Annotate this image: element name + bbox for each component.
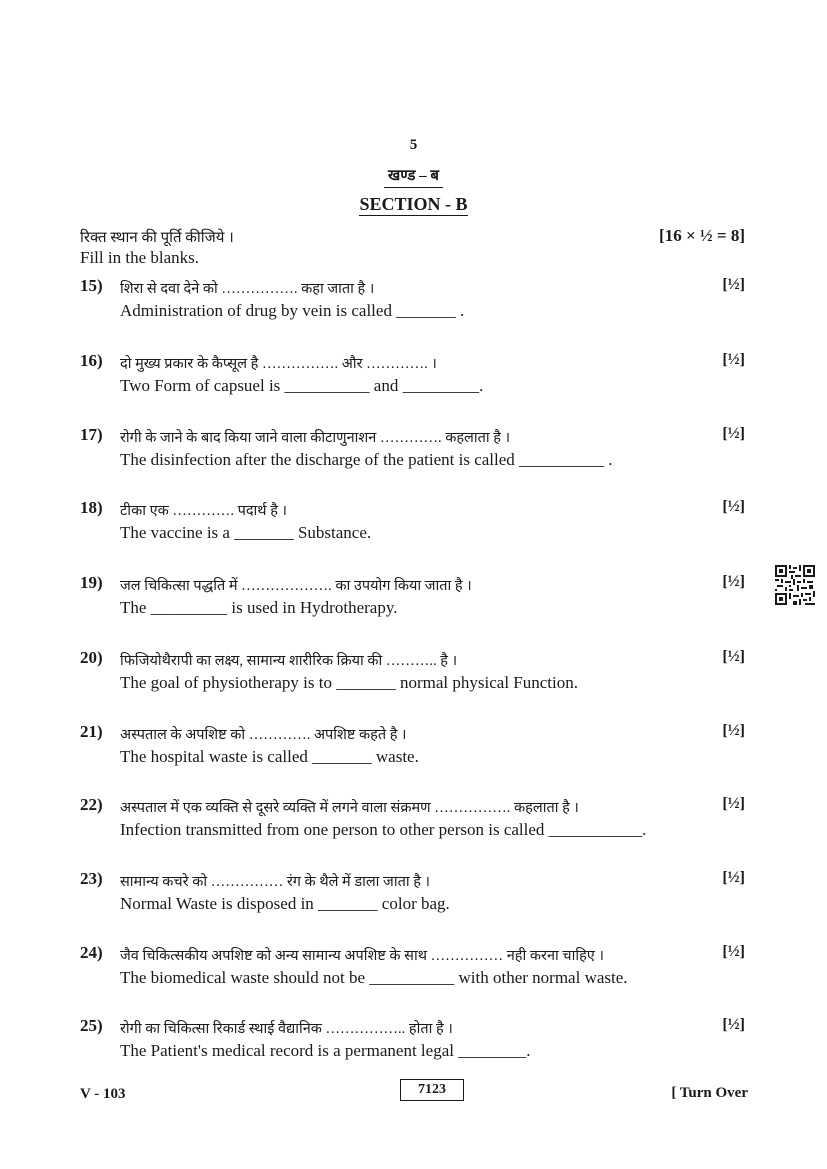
question-english: The disinfection after the discharge of the patient is called __________ . — [120, 450, 613, 469]
qr-code-icon — [775, 565, 815, 605]
question-hindi: रोगी का चिकित्सा रिकार्ड स्थाई वैद्यानिक …………….. होता है । — [120, 1021, 453, 1037]
question-21 — [0, 720, 827, 780]
question-hindi: जल चिकित्सा पद्धति में ………………. का उपयोग किया जाता है । — [120, 578, 472, 594]
question-hindi: रोगी के जाने के बाद किया जाने वाला कीटाणुनाशन …………. कहलाता है । — [120, 430, 511, 446]
question-hindi: सामान्य कचरे को …………… रंग के थैले में डाला जाता है । — [120, 874, 431, 890]
question-number: 19) — [80, 573, 103, 592]
question-english: Infection transmitted from one person to other person is called ___________. — [120, 820, 647, 839]
instruction-english: Fill in the blanks. — [80, 248, 199, 267]
question-mark: [½] — [722, 722, 745, 739]
question-english: The Patient's medical record is a permanent legal ________. — [120, 1041, 531, 1060]
question-number: 22) — [80, 795, 103, 814]
question-hindi: फिजियोथैरापी का लक्ष्य, सामान्य शारीरिक क्रिया की ……….. है । — [120, 653, 458, 669]
question-mark: [½] — [722, 276, 745, 293]
question-25 — [0, 1014, 827, 1074]
paper-number-box: 7123 — [400, 1079, 464, 1101]
total-marks: [16 × ½ = 8] — [659, 226, 745, 245]
question-english: The biomedical waste should not be __________ with other normal waste. — [120, 968, 628, 987]
question-english: The goal of physiotherapy is to _______ normal physical Function. — [120, 673, 578, 692]
question-english: Normal Waste is disposed in _______ color bag. — [120, 894, 450, 913]
question-24 — [0, 941, 827, 1001]
question-mark: [½] — [722, 943, 745, 960]
question-hindi: अस्पताल में एक व्यक्ति से दूसरे व्यक्ति में लगने वाला संक्रमण ……………. कहलाता है । — [120, 800, 579, 816]
question-15 — [0, 274, 827, 334]
question-mark: [½] — [722, 869, 745, 886]
paper-code: V - 103 — [80, 1086, 126, 1102]
question-hindi: शिरा से दवा देने को ……………. कहा जाता है । — [120, 281, 375, 297]
question-17 — [0, 423, 827, 483]
question-16 — [0, 349, 827, 409]
question-23 — [0, 867, 827, 927]
question-english: Two Form of capsuel is __________ and _________. — [120, 376, 484, 395]
question-19 — [0, 571, 827, 631]
question-english: The vaccine is a _______ Substance. — [120, 523, 372, 542]
question-mark: [½] — [722, 795, 745, 812]
page-number: 5 — [409, 137, 418, 153]
question-mark: [½] — [722, 573, 745, 590]
section-title-hindi: खण्ड – ब — [0, 165, 827, 188]
question-number: 16) — [80, 351, 103, 370]
question-hindi: जैव चिकित्सकीय अपशिष्ट को अन्य सामान्य अपशिष्ट के साथ …………… नही करना चाहिए । — [120, 948, 604, 964]
question-hindi: अस्पताल के अपशिष्ट को …………. अपशिष्ट कहते है । — [120, 727, 407, 743]
question-mark: [½] — [722, 425, 745, 442]
question-22 — [0, 793, 827, 853]
question-number: 20) — [80, 648, 103, 667]
section-title-english: SECTION - B — [359, 194, 468, 214]
question-number: 15) — [80, 276, 103, 295]
question-number: 21) — [80, 722, 103, 741]
question-mark: [½] — [722, 648, 745, 665]
question-hindi: टीका एक …………. पदार्थ है । — [120, 503, 288, 519]
question-number: 17) — [80, 425, 103, 444]
question-english: Administration of drug by vein is called _______ . — [120, 301, 465, 320]
question-english: The _________ is used in Hydrotherapy. — [120, 598, 398, 617]
question-20 — [0, 646, 827, 706]
question-mark: [½] — [722, 1016, 745, 1033]
question-number: 25) — [80, 1016, 103, 1035]
question-mark: [½] — [722, 351, 745, 368]
question-number: 18) — [80, 498, 103, 517]
question-number: 24) — [80, 943, 103, 962]
question-hindi: दो मुख्य प्रकार के कैप्सूल है ……………. और …………. । — [120, 356, 437, 372]
turn-over-label: [ Turn Over — [671, 1085, 748, 1101]
question-english: The hospital waste is called _______ waste. — [120, 747, 419, 766]
question-number: 23) — [80, 869, 103, 888]
question-18 — [0, 496, 827, 556]
question-mark: [½] — [722, 498, 745, 515]
instruction-hindi: रिक्त स्थान की पूर्ति कीजिये । — [80, 230, 234, 246]
